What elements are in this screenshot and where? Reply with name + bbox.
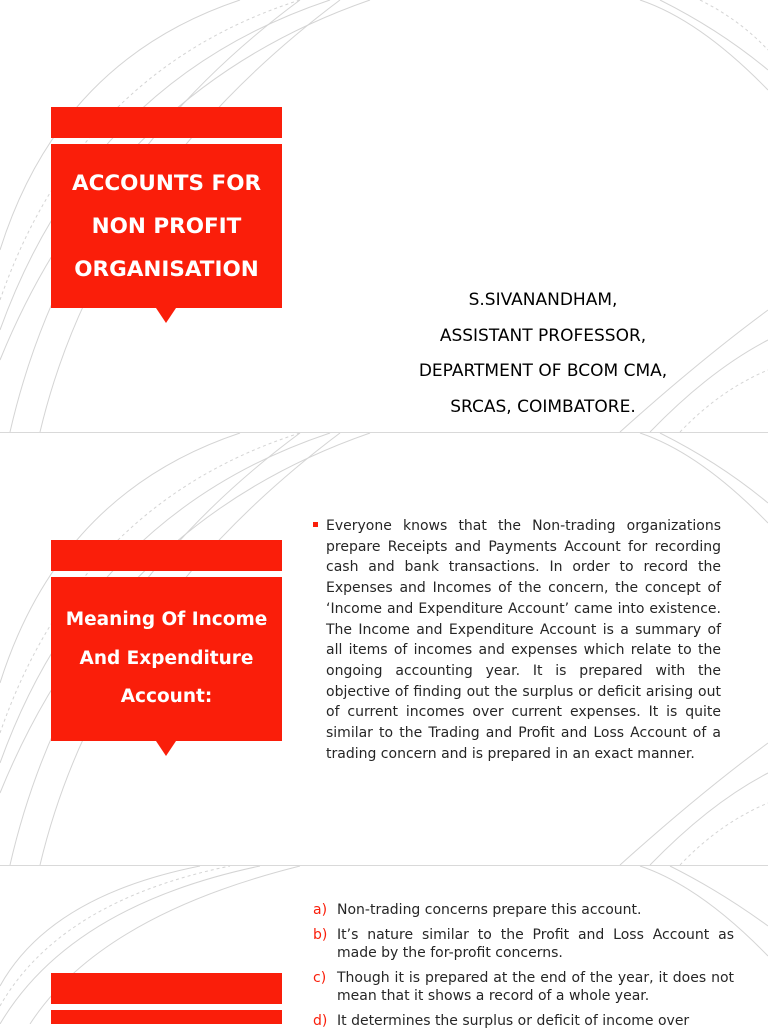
slide-title-box bbox=[51, 1010, 282, 1024]
list-item bbox=[313, 969, 734, 1006]
author-institution: SRCAS, COIMBATORE. bbox=[450, 396, 636, 417]
list-marker: b) bbox=[313, 926, 328, 943]
title-line: ACCOUNTS FOR bbox=[71, 170, 262, 196]
title-line: Meaning Of Income bbox=[65, 609, 268, 631]
author-department: DEPARTMENT OF BCOM CMA, bbox=[418, 361, 668, 381]
list-item-text: It determines the surplus or deficit of income over bbox=[337, 1012, 690, 1029]
list-item-text: It’s nature similar to the Profit and Loss Account as made by the for-profit concerns. bbox=[337, 926, 734, 961]
feature-list bbox=[313, 901, 734, 1036]
bullet-paragraph: Everyone knows that the Non-trading organizations prepare Receipts and Payments Account for recording cash and bank transactions. In order to record the Expenses and Incomes of the concern, the concept of ‘Income and Expenditure Account’ came into existence. The Income and Expenditure Account is a summary of all items of incomes and expenses which relate to the ongoing accounting year. It is prepared with the objective of finding out the surplus or deficit arising out of current incomes over current expenses. It is quite similar to the Trading and Profit and Loss Account of a trading concern and is prepared in an exact manner. bbox=[326, 518, 721, 762]
title-line: NON PROFIT bbox=[91, 213, 242, 239]
list-item-text: Though it is prepared at the end of the year, it does not mean that it shows a record of a whole year. bbox=[337, 969, 734, 1004]
list-item bbox=[313, 901, 734, 920]
list-marker: d) bbox=[313, 1012, 328, 1029]
title-accent-band bbox=[51, 973, 282, 1004]
list-marker: a) bbox=[313, 902, 328, 918]
list-item-text: Non-trading concerns prepare this account. bbox=[337, 902, 642, 918]
title-accent-band bbox=[51, 540, 282, 571]
author-block bbox=[330, 283, 756, 425]
title-pointer bbox=[156, 741, 176, 756]
title-line: ORGANISATION bbox=[74, 256, 259, 282]
list-item bbox=[313, 926, 734, 963]
title-pointer bbox=[156, 308, 176, 323]
title-line: Account: bbox=[120, 686, 213, 708]
slide-title-box bbox=[51, 144, 282, 308]
author-designation: ASSISTANT PROFESSOR, bbox=[439, 325, 647, 346]
list-item bbox=[313, 1012, 734, 1031]
slide-1 bbox=[0, 0, 768, 432]
author-name: S.SIVANANDHAM, bbox=[468, 290, 618, 310]
title-accent-band bbox=[51, 107, 282, 138]
bullet-marker bbox=[313, 522, 318, 527]
list-marker: c) bbox=[313, 969, 327, 986]
title-line: And Expenditure bbox=[79, 647, 254, 669]
slide-title-box bbox=[51, 577, 282, 741]
